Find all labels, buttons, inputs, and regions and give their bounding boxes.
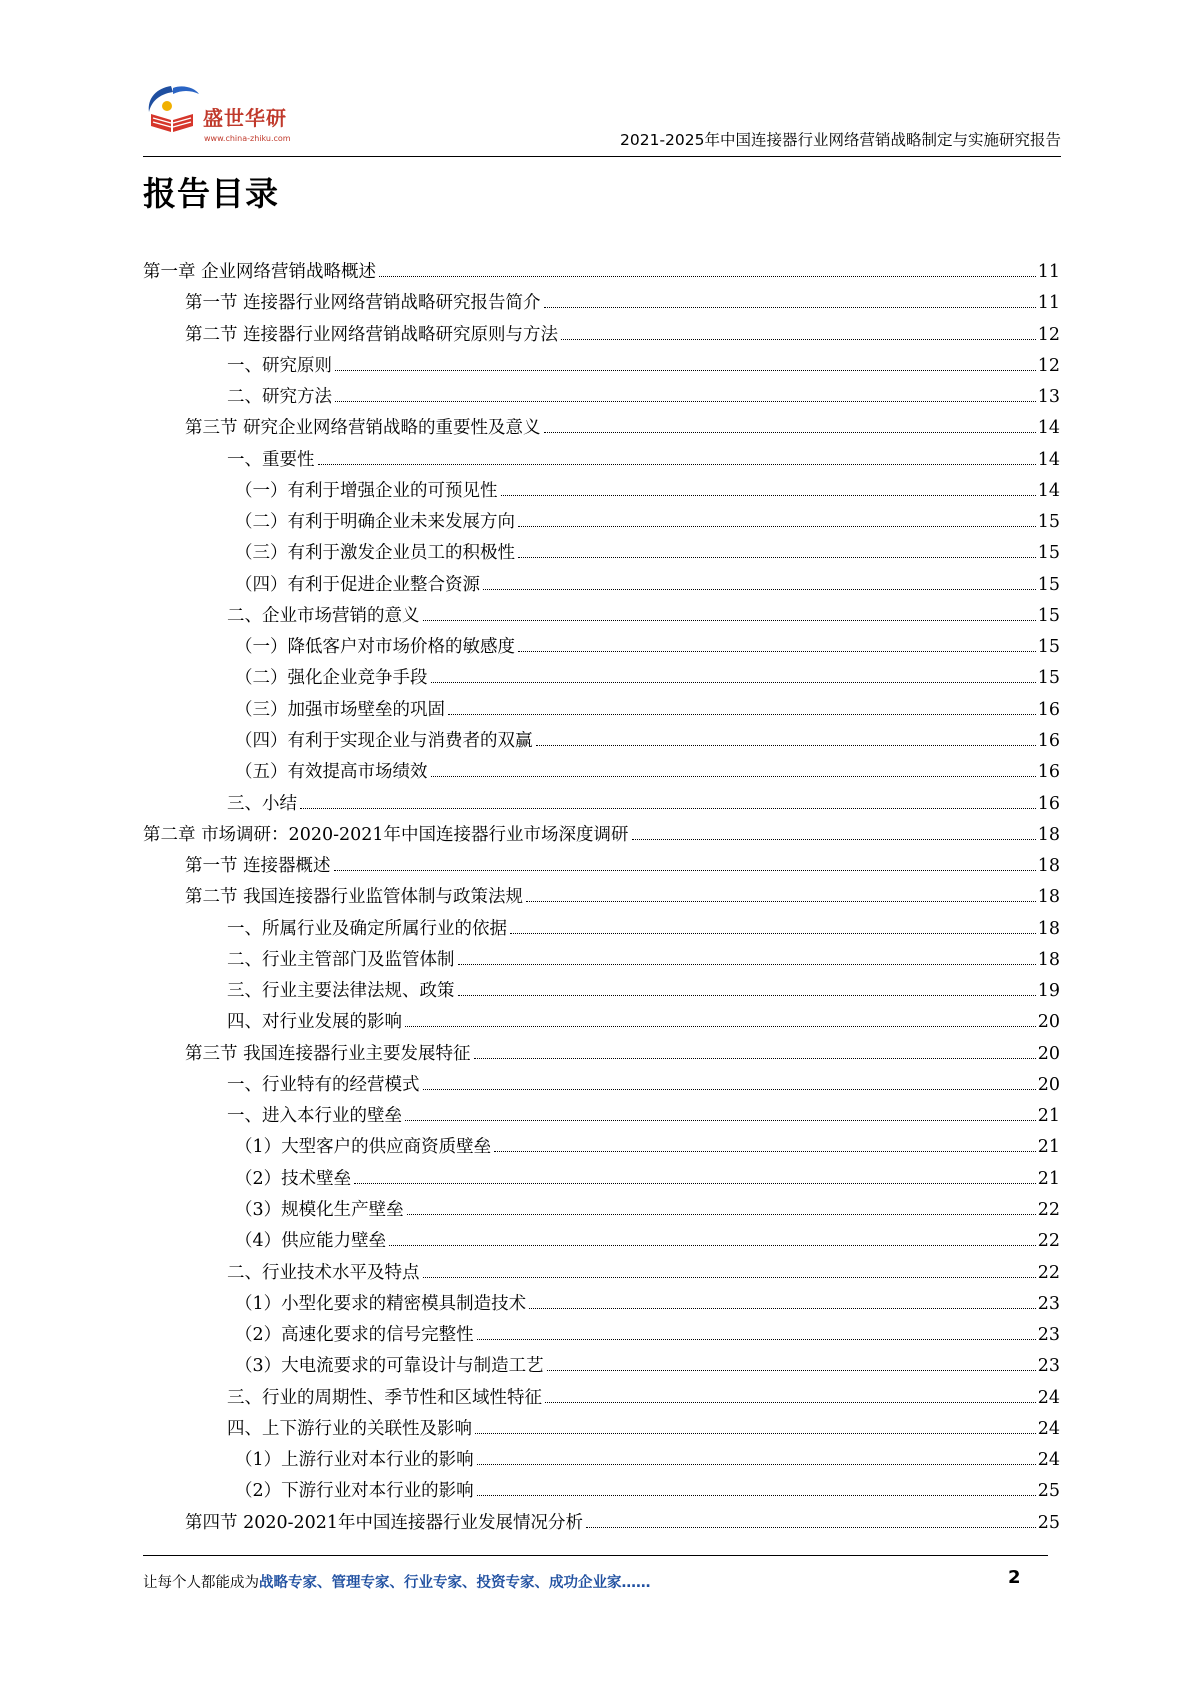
toc-dot-leader	[475, 1433, 1036, 1434]
toc-dot-leader	[477, 1464, 1036, 1465]
toc-entry-title: 三、行业主要法律法规、政策	[227, 981, 455, 1002]
toc-dot-leader	[458, 964, 1036, 965]
toc-dot-leader	[586, 1527, 1036, 1528]
toc-entry-title: （二）强化企业竞争手段	[235, 668, 428, 689]
toc-entry[interactable]	[143, 1417, 1060, 1448]
toc-entry-page: 24	[1037, 1450, 1060, 1471]
toc-entry[interactable]	[143, 385, 1060, 416]
toc-entry-title: （五）有效提高市场绩效	[235, 762, 428, 783]
toc-entry-title: 四、对行业发展的影响	[227, 1012, 402, 1033]
toc-entry-page: 14	[1037, 480, 1060, 501]
toc-entry-page: 15	[1037, 668, 1060, 689]
toc-entry[interactable]	[143, 1229, 1060, 1260]
toc-dot-leader	[477, 1339, 1036, 1340]
toc-entry-page: 21	[1037, 1137, 1060, 1158]
toc-entry-page: 16	[1037, 730, 1060, 751]
toc-entry[interactable]	[143, 1167, 1060, 1198]
toc-dot-leader	[423, 1089, 1036, 1090]
book-swoosh-logo-icon	[143, 80, 205, 142]
toc-entry[interactable]	[143, 729, 1060, 760]
toc-dot-leader	[431, 682, 1036, 683]
toc-entry-page: 20	[1037, 1043, 1060, 1064]
toc-entry[interactable]	[143, 1448, 1060, 1479]
toc-entry-title: （二）有利于明确企业未来发展方向	[235, 512, 515, 533]
toc-dot-leader	[423, 620, 1036, 621]
toc-entry-page: 18	[1037, 856, 1060, 877]
toc-dot-leader	[405, 1026, 1036, 1027]
toc-dot-leader	[561, 339, 1036, 340]
toc-entry[interactable]	[143, 291, 1060, 322]
toc-dot-leader	[518, 651, 1036, 652]
toc-entry-title: （2）高速化要求的信号完整性	[235, 1325, 474, 1346]
toc-entry-title: （四）有利于促进企业整合资源	[235, 574, 480, 595]
toc-dot-leader	[407, 1214, 1036, 1215]
toc-entry-title: 二、行业主管部门及监管体制	[227, 949, 455, 970]
toc-entry-page: 21	[1037, 1106, 1060, 1127]
toc-entry[interactable]	[143, 354, 1060, 385]
toc-entry-page: 12	[1037, 324, 1060, 345]
toc-entry-title: 第三节 我国连接器行业主要发展特征	[185, 1043, 471, 1064]
toc-entry-title: 第四节 2020-2021年中国连接器行业发展情况分析	[185, 1512, 584, 1533]
toc-entry-page: 19	[1037, 981, 1060, 1002]
toc-entry-page: 22	[1037, 1231, 1060, 1252]
toc-dot-leader	[379, 276, 1036, 277]
toc-entry-page: 20	[1037, 1074, 1060, 1095]
toc-entry-title: （3）规模化生产壁垒	[235, 1199, 404, 1220]
toc-dot-leader	[518, 557, 1036, 558]
toc-entry-page: 22	[1037, 1199, 1060, 1220]
toc-dot-leader	[632, 839, 1036, 840]
toc-entry[interactable]	[143, 760, 1060, 791]
toc-entry-page: 25	[1037, 1481, 1060, 1502]
toc-entry[interactable]	[143, 635, 1060, 666]
toc-entry[interactable]	[143, 1104, 1060, 1135]
toc-entry-title: 一、进入本行业的壁垒	[227, 1106, 402, 1127]
toc-entry-title: 三、行业的周期性、季节性和区域性特征	[227, 1387, 542, 1408]
slogan-highlight: 战略专家、管理专家、行业专家、投资专家、成功企业家……	[259, 1575, 651, 1591]
toc-entry-page: 21	[1037, 1168, 1060, 1189]
logo-url: www.china-zhiku.com	[204, 134, 291, 143]
toc-entry-title: 二、研究方法	[227, 387, 332, 408]
toc-entry[interactable]	[143, 854, 1060, 885]
toc-entry-page: 24	[1037, 1418, 1060, 1439]
toc-entry-title: （3）大电流要求的可靠设计与制造工艺	[235, 1356, 544, 1377]
toc-entry[interactable]	[143, 1323, 1060, 1354]
company-logo	[143, 80, 313, 150]
toc-entry[interactable]	[143, 1042, 1060, 1073]
toc-entry[interactable]	[143, 1135, 1060, 1166]
toc-dot-leader	[529, 1308, 1036, 1309]
toc-entry[interactable]	[143, 541, 1060, 572]
toc-dot-leader	[544, 307, 1036, 308]
toc-dot-leader	[483, 589, 1036, 590]
toc-entry-title: （一）有利于增强企业的可预见性	[235, 480, 498, 501]
toc-entry-page: 18	[1037, 918, 1060, 939]
toc-entry[interactable]	[143, 1479, 1060, 1510]
toc-entry-page: 15	[1037, 637, 1060, 658]
toc-entry[interactable]	[143, 573, 1060, 604]
toc-entry[interactable]	[143, 1261, 1060, 1292]
toc-dot-leader	[431, 776, 1036, 777]
toc-entry-title: 第二章 市场调研：2020-2021年中国连接器行业市场深度调研	[143, 824, 629, 845]
page-title: 报告目录	[143, 174, 279, 213]
toc-entry-title: 第一节 连接器行业网络营销战略研究报告简介	[185, 293, 541, 314]
toc-dot-leader	[510, 933, 1036, 934]
toc-dot-leader	[389, 1245, 1036, 1246]
toc-entry[interactable]	[143, 604, 1060, 635]
toc-entry[interactable]	[143, 1292, 1060, 1323]
toc-entry[interactable]	[143, 323, 1060, 354]
toc-entry-page: 16	[1037, 793, 1060, 814]
footer-divider	[143, 1555, 1048, 1556]
toc-dot-leader	[318, 464, 1036, 465]
toc-entry-page: 15	[1037, 512, 1060, 533]
toc-entry-title: （三）加强市场壁垒的巩固	[235, 699, 445, 720]
toc-entry-title: 四、上下游行业的关联性及影响	[227, 1418, 472, 1439]
toc-entry-title: （1）上游行业对本行业的影响	[235, 1450, 474, 1471]
toc-entry-page: 11	[1037, 293, 1060, 314]
toc-entry[interactable]	[143, 1010, 1060, 1041]
toc-dot-leader	[545, 1402, 1036, 1403]
slogan-lead: 让每个人都能成为	[143, 1575, 259, 1591]
toc-entry-title: 一、重要性	[227, 449, 315, 470]
toc-entry-title: 第三节 研究企业网络营销战略的重要性及意义	[185, 418, 541, 439]
toc-entry-title: 二、企业市场营销的意义	[227, 605, 420, 626]
page-header	[143, 80, 1061, 160]
toc-entry-title: 三、小结	[227, 793, 297, 814]
toc-entry-page: 12	[1037, 355, 1060, 376]
footer-slogan	[143, 1571, 651, 1592]
toc-entry-page: 20	[1037, 1012, 1060, 1033]
toc-dot-leader	[477, 1495, 1036, 1496]
toc-entry-page: 13	[1037, 387, 1060, 408]
toc-entry[interactable]	[143, 1386, 1060, 1417]
toc-entry-page: 16	[1037, 762, 1060, 783]
toc-entry[interactable]	[143, 823, 1060, 854]
toc-entry-title: 一、行业特有的经营模式	[227, 1074, 420, 1095]
toc-entry[interactable]	[143, 885, 1060, 916]
toc-dot-leader	[458, 995, 1036, 996]
header-divider	[143, 156, 1061, 157]
toc-entry[interactable]	[143, 1198, 1060, 1229]
toc-entry-title: （2）技术壁垒	[235, 1168, 352, 1189]
toc-entry-page: 18	[1037, 824, 1060, 845]
toc-entry[interactable]	[143, 698, 1060, 729]
toc-dot-leader	[334, 870, 1036, 871]
toc-dot-leader	[354, 1183, 1036, 1184]
toc-dot-leader	[405, 1120, 1036, 1121]
toc-entry-title: 第一节 连接器概述	[185, 856, 331, 877]
toc-entry-page: 24	[1037, 1387, 1060, 1408]
toc-entry-page: 15	[1037, 543, 1060, 564]
toc-entry-page: 25	[1037, 1512, 1060, 1533]
toc-entry-title: （4）供应能力壁垒	[235, 1231, 387, 1252]
table-of-contents	[143, 260, 1060, 1542]
toc-entry[interactable]	[143, 948, 1060, 979]
toc-entry-title: 第一章 企业网络营销战略概述	[143, 262, 377, 282]
toc-entry-page: 22	[1037, 1262, 1060, 1283]
toc-dot-leader	[335, 370, 1036, 371]
toc-entry[interactable]	[143, 416, 1060, 447]
toc-entry-page: 15	[1037, 574, 1060, 595]
toc-entry-title: 二、行业技术水平及特点	[227, 1262, 420, 1283]
toc-dot-leader	[335, 401, 1036, 402]
toc-dot-leader	[547, 1370, 1036, 1371]
toc-entry-page: 14	[1037, 418, 1060, 439]
toc-entry[interactable]	[143, 1073, 1060, 1104]
toc-entry-title: （一）降低客户对市场价格的敏感度	[235, 637, 515, 658]
toc-dot-leader	[474, 1058, 1036, 1059]
toc-entry-title: （1）小型化要求的精密模具制造技术	[235, 1293, 527, 1314]
toc-dot-leader	[536, 745, 1036, 746]
toc-entry-page: 14	[1037, 449, 1060, 470]
toc-entry[interactable]	[143, 792, 1060, 823]
toc-entry-title: （四）有利于实现企业与消费者的双赢	[235, 730, 533, 751]
toc-entry-page: 16	[1037, 699, 1060, 720]
toc-dot-leader	[448, 714, 1036, 715]
toc-entry[interactable]	[143, 479, 1060, 510]
toc-entry[interactable]	[143, 260, 1060, 291]
toc-entry-page: 15	[1037, 605, 1060, 626]
toc-entry[interactable]	[143, 666, 1060, 697]
toc-dot-leader	[544, 432, 1036, 433]
toc-entry-title: （1）大型客户的供应商资质壁垒	[235, 1137, 492, 1158]
toc-entry-title: （2）下游行业对本行业的影响	[235, 1481, 474, 1502]
toc-entry-title: 一、所属行业及确定所属行业的依据	[227, 918, 507, 939]
toc-entry[interactable]	[143, 510, 1060, 541]
toc-entry-page: 18	[1037, 949, 1060, 970]
document-title: 2021-2025年中国连接器行业网络营销战略制定与实施研究报告	[620, 131, 1061, 149]
toc-dot-leader	[423, 1277, 1036, 1278]
toc-entry-title: 一、研究原则	[227, 355, 332, 376]
toc-entry-title: 第二节 我国连接器行业监管体制与政策法规	[185, 887, 524, 908]
toc-dot-leader	[518, 526, 1036, 527]
toc-dot-leader	[494, 1151, 1036, 1152]
toc-entry-page: 11	[1037, 262, 1060, 282]
toc-entry[interactable]	[143, 917, 1060, 948]
toc-entry[interactable]	[143, 1354, 1060, 1385]
toc-entry-title: （三）有利于激发企业员工的积极性	[235, 543, 515, 564]
toc-entry[interactable]	[143, 1511, 1060, 1542]
toc-dot-leader	[526, 901, 1036, 902]
logo-name: 盛世华研	[203, 106, 287, 130]
page-number: 2	[1008, 1567, 1021, 1588]
toc-entry-title: 第二节 连接器行业网络营销战略研究原则与方法	[185, 324, 559, 345]
toc-entry-page: 23	[1037, 1325, 1060, 1346]
toc-entry[interactable]	[143, 448, 1060, 479]
toc-entry-page: 18	[1037, 887, 1060, 908]
toc-dot-leader	[300, 808, 1036, 809]
toc-entry[interactable]	[143, 979, 1060, 1010]
toc-dot-leader	[501, 495, 1036, 496]
toc-entry-page: 23	[1037, 1293, 1060, 1314]
toc-entry-page: 23	[1037, 1356, 1060, 1377]
